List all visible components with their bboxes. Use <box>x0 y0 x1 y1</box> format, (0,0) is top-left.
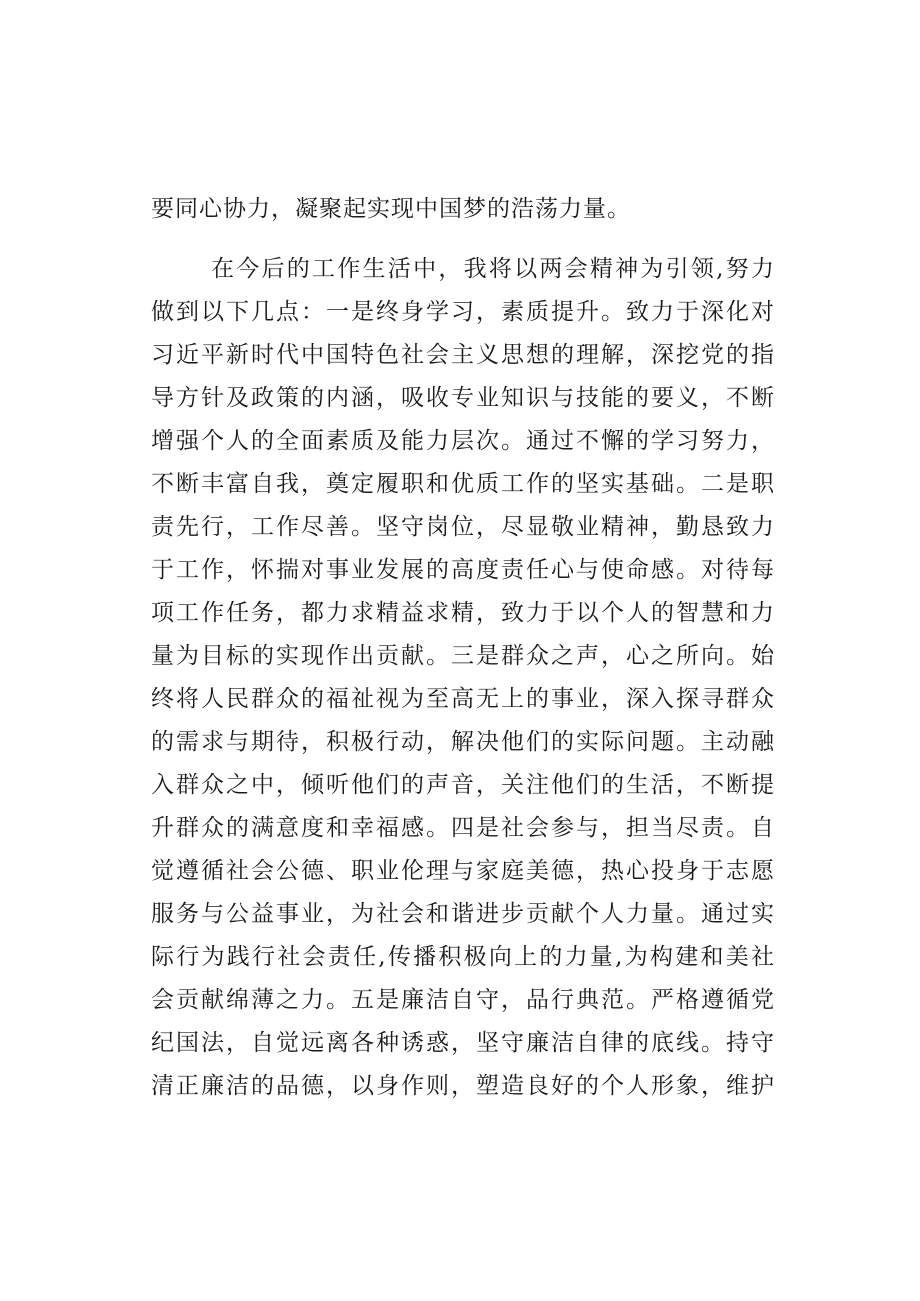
paragraph-line: 服务与公益事业，为社会和谐进步贡献个人力量。通过实 <box>151 901 775 927</box>
paragraph-line: 习近平新时代中国特色社会主义思想的理解，深挖党的指 <box>151 342 775 368</box>
paragraph-line: 入群众之中，倾听他们的声音，关注他们的生活，不断提 <box>151 772 775 798</box>
paragraph-line: 导方针及政策的内涵，吸收专业知识与技能的要义，不断 <box>151 385 775 411</box>
paragraph-line: 纪国法，自觉远离各种诱惑，坚守廉洁自律的底线。持守 <box>151 1030 775 1056</box>
paragraph-line: 做到以下几点：一是终身学习，素质提升。致力于深化对 <box>151 299 775 325</box>
paragraph-2 <box>151 248 775 1108</box>
paragraph-line: 要同心协力，凝聚起实现中国梦的浩荡力量。 <box>151 196 631 222</box>
paragraph-line: 量为目标的实现作出贡献。三是群众之声，心之所向。始 <box>151 643 775 669</box>
paragraph-line: 终将人民群众的福祉视为至高无上的事业，深入探寻群众 <box>151 686 775 712</box>
paragraph-line: 于工作，怀揣对事业发展的高度责任心与使命感。对待每 <box>151 557 775 583</box>
paragraph-line: 增强个人的全面素质及能力层次。通过不懈的学习努力， <box>151 428 775 454</box>
paragraph-1 <box>151 188 775 231</box>
paragraph-line: 不断丰富自我，奠定履职和优质工作的坚实基础。二是职 <box>151 471 775 497</box>
paragraph-line: 在今后的工作生活中，我将以两会精神为引领,努力 <box>211 256 775 282</box>
paragraph-line: 觉遵循社会公德、职业伦理与家庭美德，热心投身于志愿 <box>151 858 775 884</box>
paragraph-line: 际行为践行社会责任,传播积极向上的力量,为构建和美社 <box>151 944 775 970</box>
paragraph-line: 责先行，工作尽善。坚守岗位，尽显敬业精神，勤恳致力 <box>151 514 775 540</box>
paragraph-line: 清正廉洁的品德，以身作则，塑造良好的个人形象，维护 <box>151 1073 775 1099</box>
paragraph-line: 会贡献绵薄之力。五是廉洁自守，品行典范。严格遵循党 <box>151 987 775 1013</box>
paragraph-line: 的需求与期待，积极行动，解决他们的实际问题。主动融 <box>151 729 775 755</box>
paragraph-line: 升群众的满意度和幸福感。四是社会参与，担当尽责。自 <box>151 815 775 841</box>
paragraph-line: 项工作任务，都力求精益求精，致力于以个人的智慧和力 <box>151 600 775 626</box>
